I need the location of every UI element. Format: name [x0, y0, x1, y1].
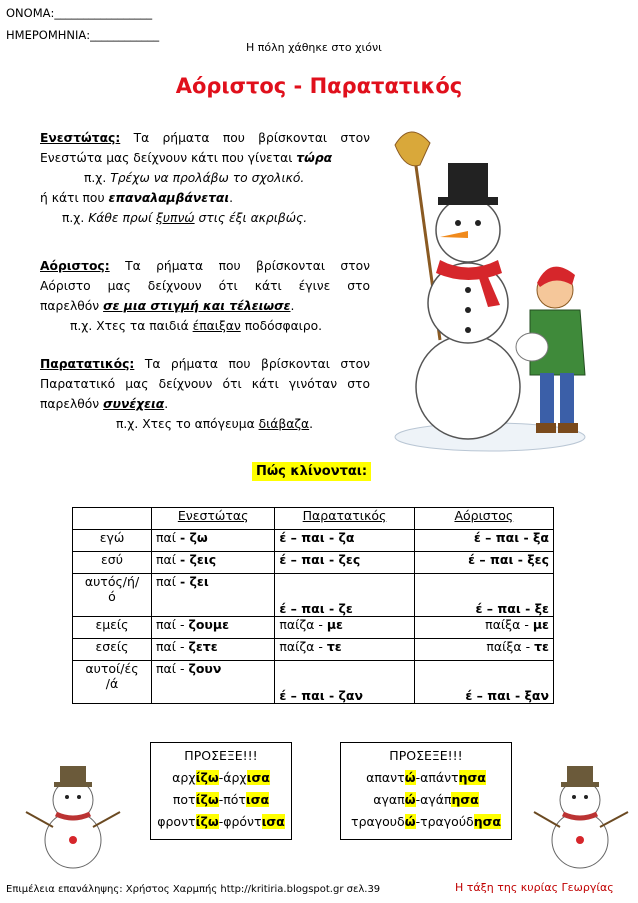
imperfect-emphasis: συνέχεια [103, 397, 165, 411]
imperfect-cell [275, 661, 414, 704]
aorist-cell [414, 617, 553, 639]
stem: παίξα - [485, 617, 533, 632]
stem: παίζα - [279, 617, 327, 632]
present-cell [152, 639, 275, 661]
col-header-present: Ενεστώτας [152, 508, 275, 530]
box-line [151, 767, 291, 789]
ending: ζαν [338, 688, 363, 703]
pronoun-cell: εγώ [73, 530, 152, 552]
stem: -άρχ [218, 770, 247, 785]
stem: έ – παι - [468, 552, 528, 567]
table-row [73, 617, 554, 639]
imperfect-section [40, 354, 370, 434]
ending: ζετε [188, 639, 218, 654]
ending: ζε [338, 601, 353, 616]
present-ex1-prefix: π.χ. [84, 171, 111, 185]
punct: . [229, 191, 234, 205]
ending: ξε [534, 601, 549, 616]
present-repeat: επαναλαμβάνεται [108, 191, 230, 205]
ending: ησα [473, 814, 501, 829]
table-row [73, 661, 554, 704]
stem: παί [156, 552, 180, 567]
stem: παί [156, 530, 180, 545]
ending: ζα [338, 530, 355, 545]
ending: ξαν [524, 688, 549, 703]
imperfect-cell [275, 639, 414, 661]
ending: ίζω [195, 770, 219, 785]
stem: έ – παι - [465, 688, 525, 703]
imperfect-line1: Τα ρήματα που βρίσκονται στον [144, 357, 370, 371]
present-line3: ή κάτι που [40, 191, 109, 205]
stem: -τραγούδ [415, 814, 474, 829]
present-cell [152, 552, 275, 574]
date-field-label: ΗΜΕΡΟΜΗΝΙΑ:____________ [6, 28, 160, 42]
table-header-row [73, 508, 554, 530]
present-term: Ενεστώτας: [40, 131, 121, 145]
present-now: τώρα [296, 151, 333, 165]
aorist-emphasis: σε μια στιγμή και τέλειωσε [103, 299, 291, 313]
ending: με [532, 617, 549, 632]
present-example1: Τρέχω να προλάβω το σχολικό. [110, 171, 305, 185]
stem: έ – παι - [279, 530, 339, 545]
attention-box-izo [150, 742, 292, 840]
stem: -αγάπ [415, 792, 452, 807]
ending: ίζω [195, 792, 219, 807]
snowman-child-illustration [390, 125, 600, 455]
pronoun-cell: εσύ [73, 552, 152, 574]
present-example2a: Κάθε πρωί [88, 211, 157, 225]
stem: έ – παι - [279, 688, 339, 703]
aorist-line2: Αόριστο μας δείχνουν ότι κάτι έγινε στο [40, 279, 370, 293]
imperfect-ex-verb: διάβαζα [258, 417, 310, 431]
ending: ώ [404, 814, 416, 829]
present-section [40, 128, 370, 228]
imperfect-cell [275, 530, 414, 552]
ending: ξες [527, 552, 549, 567]
stem: τραγουδ [351, 814, 405, 829]
aorist-cell [414, 639, 553, 661]
aorist-line3: παρελθόν [40, 299, 104, 313]
conjugation-table [72, 507, 554, 704]
table-row [73, 530, 554, 552]
ending: ζες [338, 552, 361, 567]
ending: τε [326, 639, 342, 654]
pronoun-cell: εσείς [73, 639, 152, 661]
box-title: ΠΡΟΣΕΞΕ!!! [184, 748, 258, 763]
punct: . [164, 397, 169, 411]
stem: αγαπ [373, 792, 405, 807]
stem: παίζα - [279, 639, 327, 654]
aorist-ex-suffix: ποδόσφαιρο. [240, 319, 323, 333]
imperfect-cell [275, 617, 414, 639]
imperfect-ex-prefix: π.χ. Χτες το απόγευμα [116, 417, 259, 431]
box-line [341, 811, 511, 833]
box-line [341, 789, 511, 811]
aorist-cell [414, 552, 553, 574]
imperfect-cell [275, 552, 414, 574]
ending: ισα [246, 770, 270, 785]
pronoun-cell [73, 661, 152, 704]
table-row [73, 639, 554, 661]
aorist-term: Αόριστος: [40, 259, 110, 273]
stem: έ – παι - [473, 530, 534, 545]
imperfect-line2: Παρατατικό μας δείχνουν ότι κάτι γινόταν στο [40, 377, 370, 391]
page-subtitle: Η πόλη χάθηκε στο χιόνι [246, 41, 382, 54]
ending: με [326, 617, 343, 632]
pronoun-part: ό [108, 589, 116, 604]
stem: φροντ [157, 814, 196, 829]
col-header-aorist: Αόριστος [414, 508, 553, 530]
ending: ώ [404, 792, 416, 807]
ending: ισα [261, 814, 285, 829]
page-title: Αόριστος - Παρατατικός [175, 74, 463, 98]
ending: ίζω [195, 814, 219, 829]
present-cell [152, 530, 275, 552]
ending: ξα [533, 530, 549, 545]
stem: παί [156, 574, 180, 589]
stem: ποτ [172, 792, 196, 807]
ending: - ζεις [179, 552, 217, 567]
pronoun-cell [73, 574, 152, 617]
footer-credit: Επιμέλεια επανάληψης: Χρήστος Χαρμπής http://kritiria.blogspot.gr σελ.39 [6, 884, 381, 895]
pronoun-part: αυτοί/ές [85, 661, 139, 676]
stem: έ – παι - [279, 601, 339, 616]
name-field-label: ΟΝΟΜΑ:_________________ [6, 6, 153, 20]
small-snowman-right [520, 752, 638, 870]
imperfect-ex-suffix: . [309, 417, 314, 431]
ending: - ζει [179, 574, 209, 589]
attention-box-o [340, 742, 512, 840]
box-line [341, 767, 511, 789]
aorist-section [40, 256, 370, 336]
stem: απαντ [366, 770, 405, 785]
ending: ώ [404, 770, 416, 785]
present-ex2-prefix: π.χ. [62, 211, 89, 225]
ending: ησα [458, 770, 486, 785]
present-line1: Τα ρήματα που βρίσκονται στον [133, 131, 370, 145]
stem: αρχ [172, 770, 196, 785]
present-cell [152, 574, 275, 617]
small-snowman-left [18, 752, 138, 870]
stem: -πότ [218, 792, 246, 807]
table-row [73, 552, 554, 574]
box-title: ΠΡΟΣΕΞΕ!!! [389, 748, 463, 763]
aorist-cell [414, 574, 553, 617]
stem: -φρόντ [218, 814, 262, 829]
aorist-cell [414, 530, 553, 552]
imperfect-cell [275, 574, 414, 617]
imperfect-line3: παρελθόν [40, 397, 104, 411]
col-header-imperfect: Παρατατικός [275, 508, 414, 530]
punct: . [290, 299, 295, 313]
stem: -απάντ [415, 770, 459, 785]
stem: παί - [156, 639, 189, 654]
box-line [151, 811, 291, 833]
stem: παί - [156, 661, 189, 676]
stem: έ – παι - [279, 552, 339, 567]
present-cell [152, 661, 275, 704]
ending: τε [534, 639, 549, 654]
aorist-line1: Τα ρήματα που βρίσκονται στον [125, 259, 370, 273]
stem: παί - [156, 617, 189, 632]
conjugation-title: Πώς κλίνονται: [252, 462, 371, 481]
present-line2: Ενεστώτα μας δείχνουν κάτι που γίνεται [40, 151, 297, 165]
imperfect-term: Παρατατικός: [40, 357, 135, 371]
ending: ησα [451, 792, 479, 807]
stem: έ – παι - [475, 601, 535, 616]
ending: - ζω [179, 530, 208, 545]
present-example2-verb: ξυπνώ [156, 211, 195, 225]
ending: ισα [245, 792, 270, 807]
table-corner [73, 508, 152, 530]
ending: ζουν [188, 661, 222, 676]
ending: ζουμε [188, 617, 230, 632]
table-row [73, 574, 554, 617]
present-cell [152, 617, 275, 639]
stem: παίξα - [486, 639, 535, 654]
present-example2b: στις έξι ακριβώς. [194, 211, 308, 225]
footer-class: Η τάξη της κυρίας Γεωργίας [455, 881, 614, 894]
aorist-cell [414, 661, 553, 704]
pronoun-part: αυτός/ή/ [84, 574, 140, 589]
pronoun-cell: εμείς [73, 617, 152, 639]
pronoun-part: /ά [105, 676, 119, 691]
box-line [151, 789, 291, 811]
aorist-ex-prefix: π.χ. Χτες τα παιδιά [70, 319, 193, 333]
aorist-ex-verb: έπαιξαν [192, 319, 241, 333]
